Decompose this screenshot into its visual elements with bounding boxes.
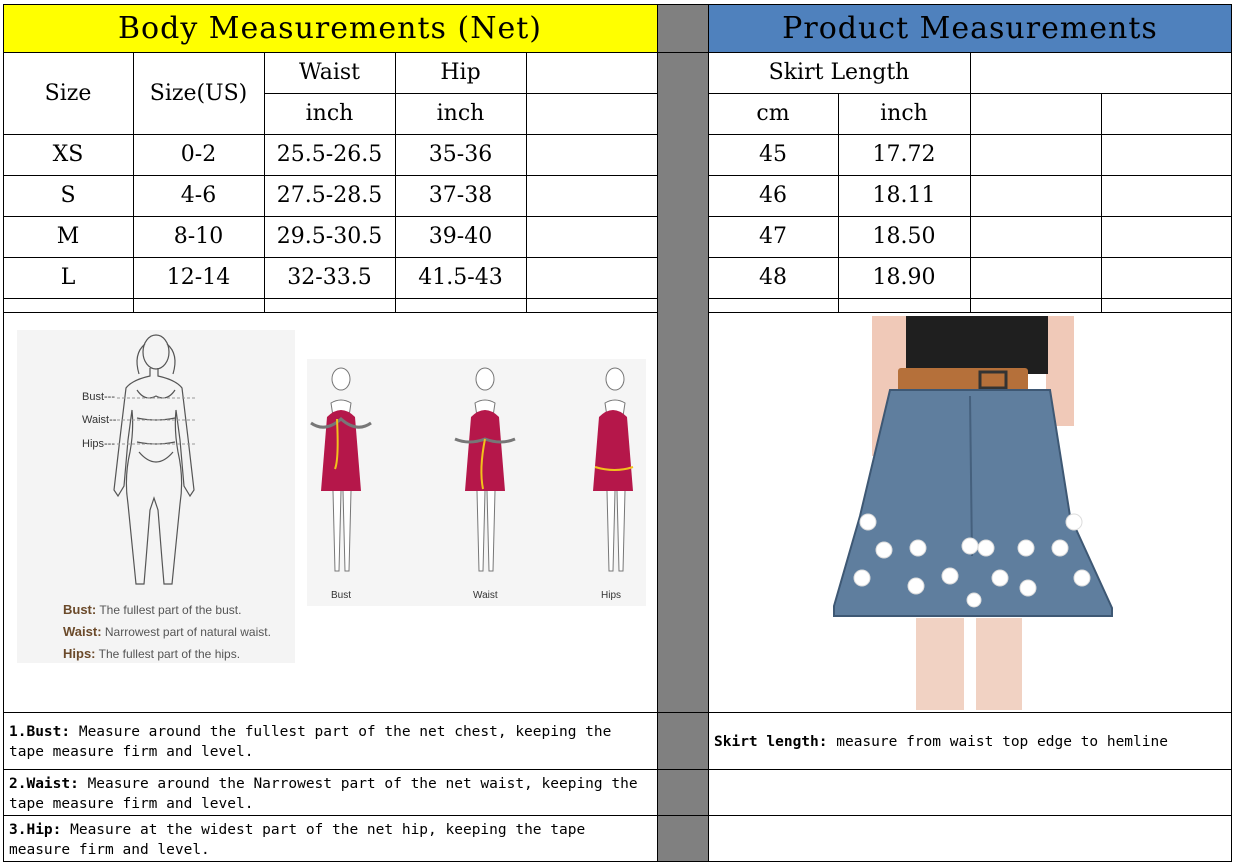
waist-tag: Waist-- — [82, 414, 117, 426]
note-waist-text: Measure around the Narrowest part of the net waist, keeping the tape measure firm and level. — [9, 776, 638, 812]
col-waist-header: Waist — [299, 60, 360, 85]
table-row-size: L — [60, 265, 76, 290]
table-row-waist: 29.5-30.5 — [276, 224, 383, 249]
col-size-header: Size — [44, 80, 92, 106]
table-row-cm: 47 — [759, 224, 787, 249]
denim-shorts-photo-icon — [820, 316, 1120, 710]
col-hip-header: Hip — [440, 60, 481, 85]
table-row-waist: 32-33.5 — [287, 265, 372, 290]
table-row-hip: 41.5-43 — [418, 265, 503, 290]
note-waist-term: 2.Waist: — [9, 776, 79, 792]
product-photo — [820, 316, 1120, 710]
hips-definition — [63, 646, 240, 661]
waist-text: Narrowest part of natural waist. — [104, 625, 271, 639]
table-row-inch: 18.11 — [872, 183, 936, 208]
body-outline-figure — [17, 330, 295, 663]
waist-definition — [63, 624, 271, 639]
bust-term: Bust: — [63, 602, 97, 617]
waist-unit: inch — [305, 101, 354, 126]
table-row-hip: 37-38 — [428, 183, 493, 208]
demo-bust-label: Bust — [331, 590, 352, 601]
cm-unit: cm — [756, 101, 790, 126]
hips-term: Hips: — [63, 646, 96, 661]
table-row-size: S — [60, 183, 76, 208]
table-row-cm: 46 — [759, 183, 787, 208]
inch-unit: inch — [880, 101, 928, 126]
demo-hips-label: Hips — [601, 590, 622, 601]
waist-term: Waist: — [63, 624, 102, 639]
body-measurements-title: Body Measurements (Net) — [118, 10, 542, 46]
hips-text: The fullest part of the hips. — [98, 647, 241, 661]
note-bust — [3, 712, 657, 769]
measuring-women-icon — [307, 359, 646, 589]
table-row-inch: 18.90 — [872, 265, 936, 290]
note-bust-term: 1.Bust: — [9, 724, 71, 740]
bust-tag: Bust--- — [82, 391, 115, 403]
hip-unit: inch — [436, 101, 485, 126]
note-hip — [3, 815, 657, 861]
table-row-us: 4-6 — [180, 183, 217, 208]
table-row-cm: 45 — [759, 142, 787, 167]
table-row-inch: 18.50 — [872, 224, 936, 249]
body-measurements-header — [3, 4, 657, 52]
bust-definition — [63, 602, 241, 617]
note-skirt-term: Skirt length: — [714, 734, 828, 750]
table-row-waist: 27.5-28.5 — [276, 183, 383, 208]
bust-text: The fullest part of the bust. — [99, 603, 242, 617]
col-skirt-length-header: Skirt Length — [768, 60, 910, 85]
body-silhouette-icon — [17, 330, 295, 600]
table-row-hip: 39-40 — [428, 224, 493, 249]
note-bust-text: Measure around the fullest part of the net chest, keeping the tape measure firm and level. — [9, 724, 612, 760]
table-row-inch: 17.72 — [872, 142, 936, 167]
measuring-demo-figure — [307, 359, 646, 606]
table-row-hip: 35-36 — [428, 142, 493, 167]
table-row-us: 12-14 — [166, 265, 231, 290]
hips-tag: Hips--- — [82, 438, 115, 450]
note-skirt-length — [708, 712, 1232, 769]
product-measurements-header — [708, 4, 1232, 52]
col-size-us-header: Size(US) — [149, 80, 248, 106]
table-row-waist: 25.5-26.5 — [276, 142, 383, 167]
table-row-size: M — [56, 224, 80, 249]
table-row-size: XS — [52, 142, 84, 167]
note-skirt-text: measure from waist top edge to hemline — [827, 734, 1168, 750]
separator-column — [657, 4, 708, 862]
demo-waist-label: Waist — [473, 590, 498, 601]
table-row-us: 0-2 — [180, 142, 217, 167]
product-measurements-title: Product Measurements — [782, 10, 1158, 46]
note-hip-text: Measure at the widest part of the net hip, keeping the tape measure firm and level. — [9, 822, 586, 858]
table-row-cm: 48 — [759, 265, 787, 290]
table-row-us: 8-10 — [173, 224, 224, 249]
note-waist — [3, 769, 657, 815]
note-hip-term: 3.Hip: — [9, 822, 62, 838]
